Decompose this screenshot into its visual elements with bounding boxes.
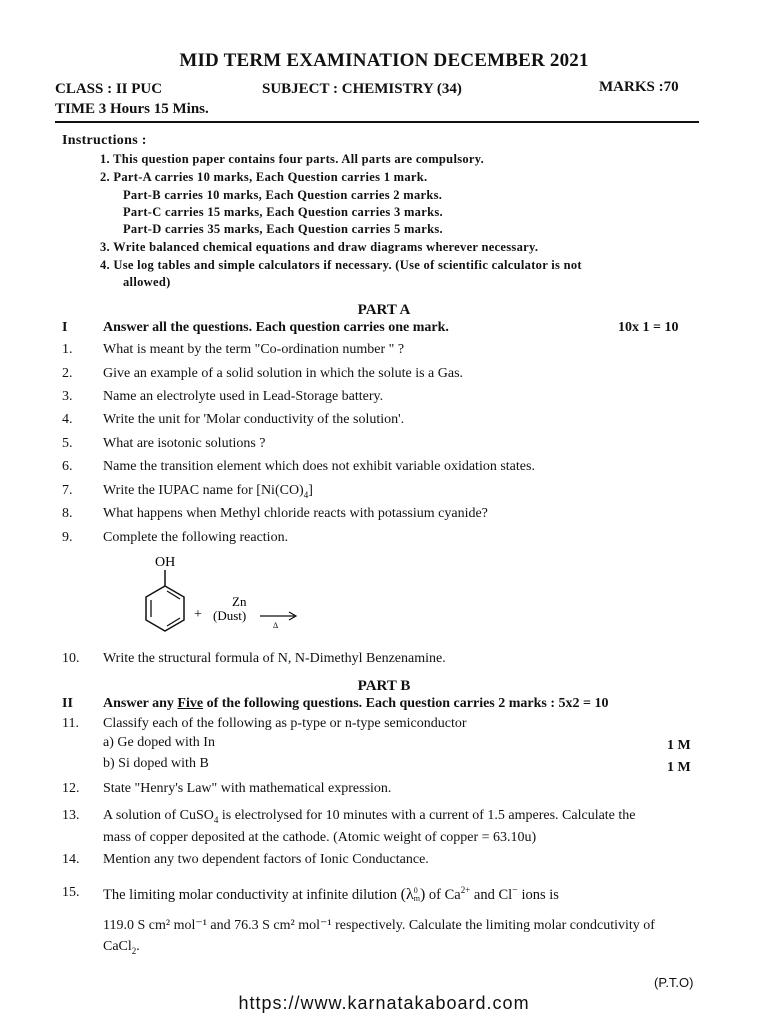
question-number: 1. xyxy=(62,342,73,357)
question-text: Name an electrolyte used in Lead-Storage battery. xyxy=(103,389,384,404)
oh-label: OH xyxy=(155,555,176,570)
instruction-2: 2. Part-A carries 10 marks, Each Question carries 1 mark. xyxy=(100,170,428,184)
option-marks: 1 M xyxy=(667,738,691,753)
question-text: State "Henry's Law" with mathematical expression. xyxy=(103,781,392,796)
marks-label: MARKS :70 xyxy=(599,79,679,95)
question-number: 6. xyxy=(62,459,73,474)
benzene-ring xyxy=(146,586,184,631)
lambda-sup: 0 xyxy=(413,886,418,896)
cl-charge: − xyxy=(512,885,518,896)
part-a-roman: I xyxy=(62,320,68,335)
question-text: Write the structural formula of N, N-Dimethyl Benzenamine. xyxy=(103,651,446,666)
benzene-double-bond xyxy=(167,591,180,599)
lambda-sub: m xyxy=(413,894,420,904)
phenol-reaction-diagram xyxy=(120,548,320,648)
bracket-close: ] xyxy=(308,483,313,498)
subscript: 4 xyxy=(213,814,219,825)
instruction-2b: Part-B carries 10 marks, Each Question carries 2 marks. xyxy=(123,188,443,202)
ca-charge: 2+ xyxy=(460,885,471,895)
q15-part3: and Cl xyxy=(470,886,513,903)
reagent-zn: Zn xyxy=(232,594,247,609)
question-number: 13. xyxy=(62,808,80,823)
question-text: Give an example of a solid solution in which the solute is a Gas. xyxy=(103,366,464,381)
q15-part1: The limiting molar conductivity at infinite dilution xyxy=(103,886,397,903)
question-number: 5. xyxy=(62,436,73,451)
question-text-line3 xyxy=(103,939,140,956)
instructions-heading: Instructions : xyxy=(62,133,147,148)
question-number: 7. xyxy=(62,483,73,498)
instruction-2c: Part-C carries 15 marks, Each Question carries 3 marks. xyxy=(123,205,443,219)
instruction-3: 3. Write balanced chemical equations and draw diagrams wherever necessary. xyxy=(100,240,539,254)
question-number: 14. xyxy=(62,852,80,867)
question-option: b) Si doped with B xyxy=(103,756,209,771)
question-number: 10. xyxy=(62,651,80,666)
instruction-4: 4. Use log tables and simple calculators if necessary. (Use of scientific calculator is not xyxy=(100,258,582,272)
question-text: Complete the following reaction. xyxy=(103,530,289,545)
question-number: 2. xyxy=(62,366,73,381)
question-number: 15. xyxy=(62,885,80,900)
subscript: 2 xyxy=(131,945,137,956)
header-divider xyxy=(55,121,699,123)
q15-part2: of Ca xyxy=(425,886,461,903)
q13-part2: is electrolysed for 10 minutes with a current of 1.5 amperes. Calculate the xyxy=(218,808,636,823)
instruction-4b: allowed) xyxy=(123,275,171,289)
question-number: 3. xyxy=(62,389,73,404)
instruction-five: Five xyxy=(177,696,204,711)
benzene-double-bond xyxy=(167,618,180,626)
exam-title: MID TERM EXAMINATION DECEMBER 2021 xyxy=(179,50,589,71)
part-b-roman: II xyxy=(62,696,73,711)
option-marks: 1 M xyxy=(667,760,691,775)
question-text-line2: mass of copper deposited at the cathode. (Atomic weight of copper = 63.10u) xyxy=(103,830,537,845)
lambda-symbol xyxy=(401,886,426,903)
plus-sign: + xyxy=(194,607,202,622)
question-text: Write the unit for 'Molar conductivity of the solution'. xyxy=(103,412,405,427)
question-text: What happens when Methyl chloride reacts with potassium cyanide? xyxy=(103,506,488,521)
question-number: 4. xyxy=(62,412,73,427)
part-a-title: PART A xyxy=(357,302,411,318)
question-text xyxy=(103,885,559,904)
cacl-text: CaCl xyxy=(103,939,132,954)
period: . xyxy=(136,939,140,954)
question-number: 8. xyxy=(62,506,73,521)
pto-label: (P.T.O) xyxy=(654,975,694,990)
question-text: What are isotonic solutions ? xyxy=(103,436,266,451)
reagent-dust: (Dust) xyxy=(213,608,247,623)
question-text-line2: 119.0 S cm² mol⁻¹ and 76.3 S cm² mol⁻¹ respectively. Calculate the limiting molar condcutivity of xyxy=(103,918,655,933)
subject-label: SUBJECT : CHEMISTRY (34) xyxy=(262,81,462,97)
question-text: Name the transition element which does not exhibit variable oxidation states. xyxy=(103,459,535,474)
q13-part1: A solution of CuSO xyxy=(103,808,214,823)
question-number: 12. xyxy=(62,781,80,796)
question-text: Mention any two dependent factors of Ionic Conductance. xyxy=(103,852,429,867)
part-b-instruction xyxy=(103,696,609,712)
time-label: TIME 3 Hours 15 Mins. xyxy=(55,101,209,117)
lambda-open: (λ xyxy=(400,885,414,903)
question-text: Classify each of the following as p-type or n-type semiconductor xyxy=(103,716,467,731)
instruction-post: of the following questions. Each question carries 2 marks : 5x2 = 10 xyxy=(203,696,609,711)
instruction-1: 1. This question paper contains four parts. All parts are compulsory. xyxy=(100,152,485,166)
part-a-marks: 10x 1 = 10 xyxy=(618,320,679,335)
question-option: a) Ge doped with In xyxy=(103,735,215,750)
subscript: 4 xyxy=(303,489,309,500)
question-text-main: Write the IUPAC name for [Ni(CO) xyxy=(103,483,304,498)
part-b-title: PART B xyxy=(357,678,411,694)
footer-url[interactable]: https://www.karnatakaboard.com xyxy=(238,993,530,1013)
question-number: 9. xyxy=(62,530,73,545)
question-text: What is meant by the term "Co-ordination number " ? xyxy=(103,342,405,357)
class-label: CLASS : II PUC xyxy=(55,81,163,97)
lambda-close: ) xyxy=(419,885,426,903)
question-text xyxy=(103,483,313,500)
heat-symbol: Δ xyxy=(273,621,279,630)
question-text xyxy=(103,808,636,825)
instruction-2d: Part-D carries 35 marks, Each Question carries 5 marks. xyxy=(123,222,443,236)
part-a-instruction: Answer all the questions. Each question carries one mark. xyxy=(103,320,449,335)
instruction-pre: Answer any xyxy=(103,696,178,711)
question-number: 11. xyxy=(62,716,79,731)
q15-part4: ions is xyxy=(517,886,559,903)
